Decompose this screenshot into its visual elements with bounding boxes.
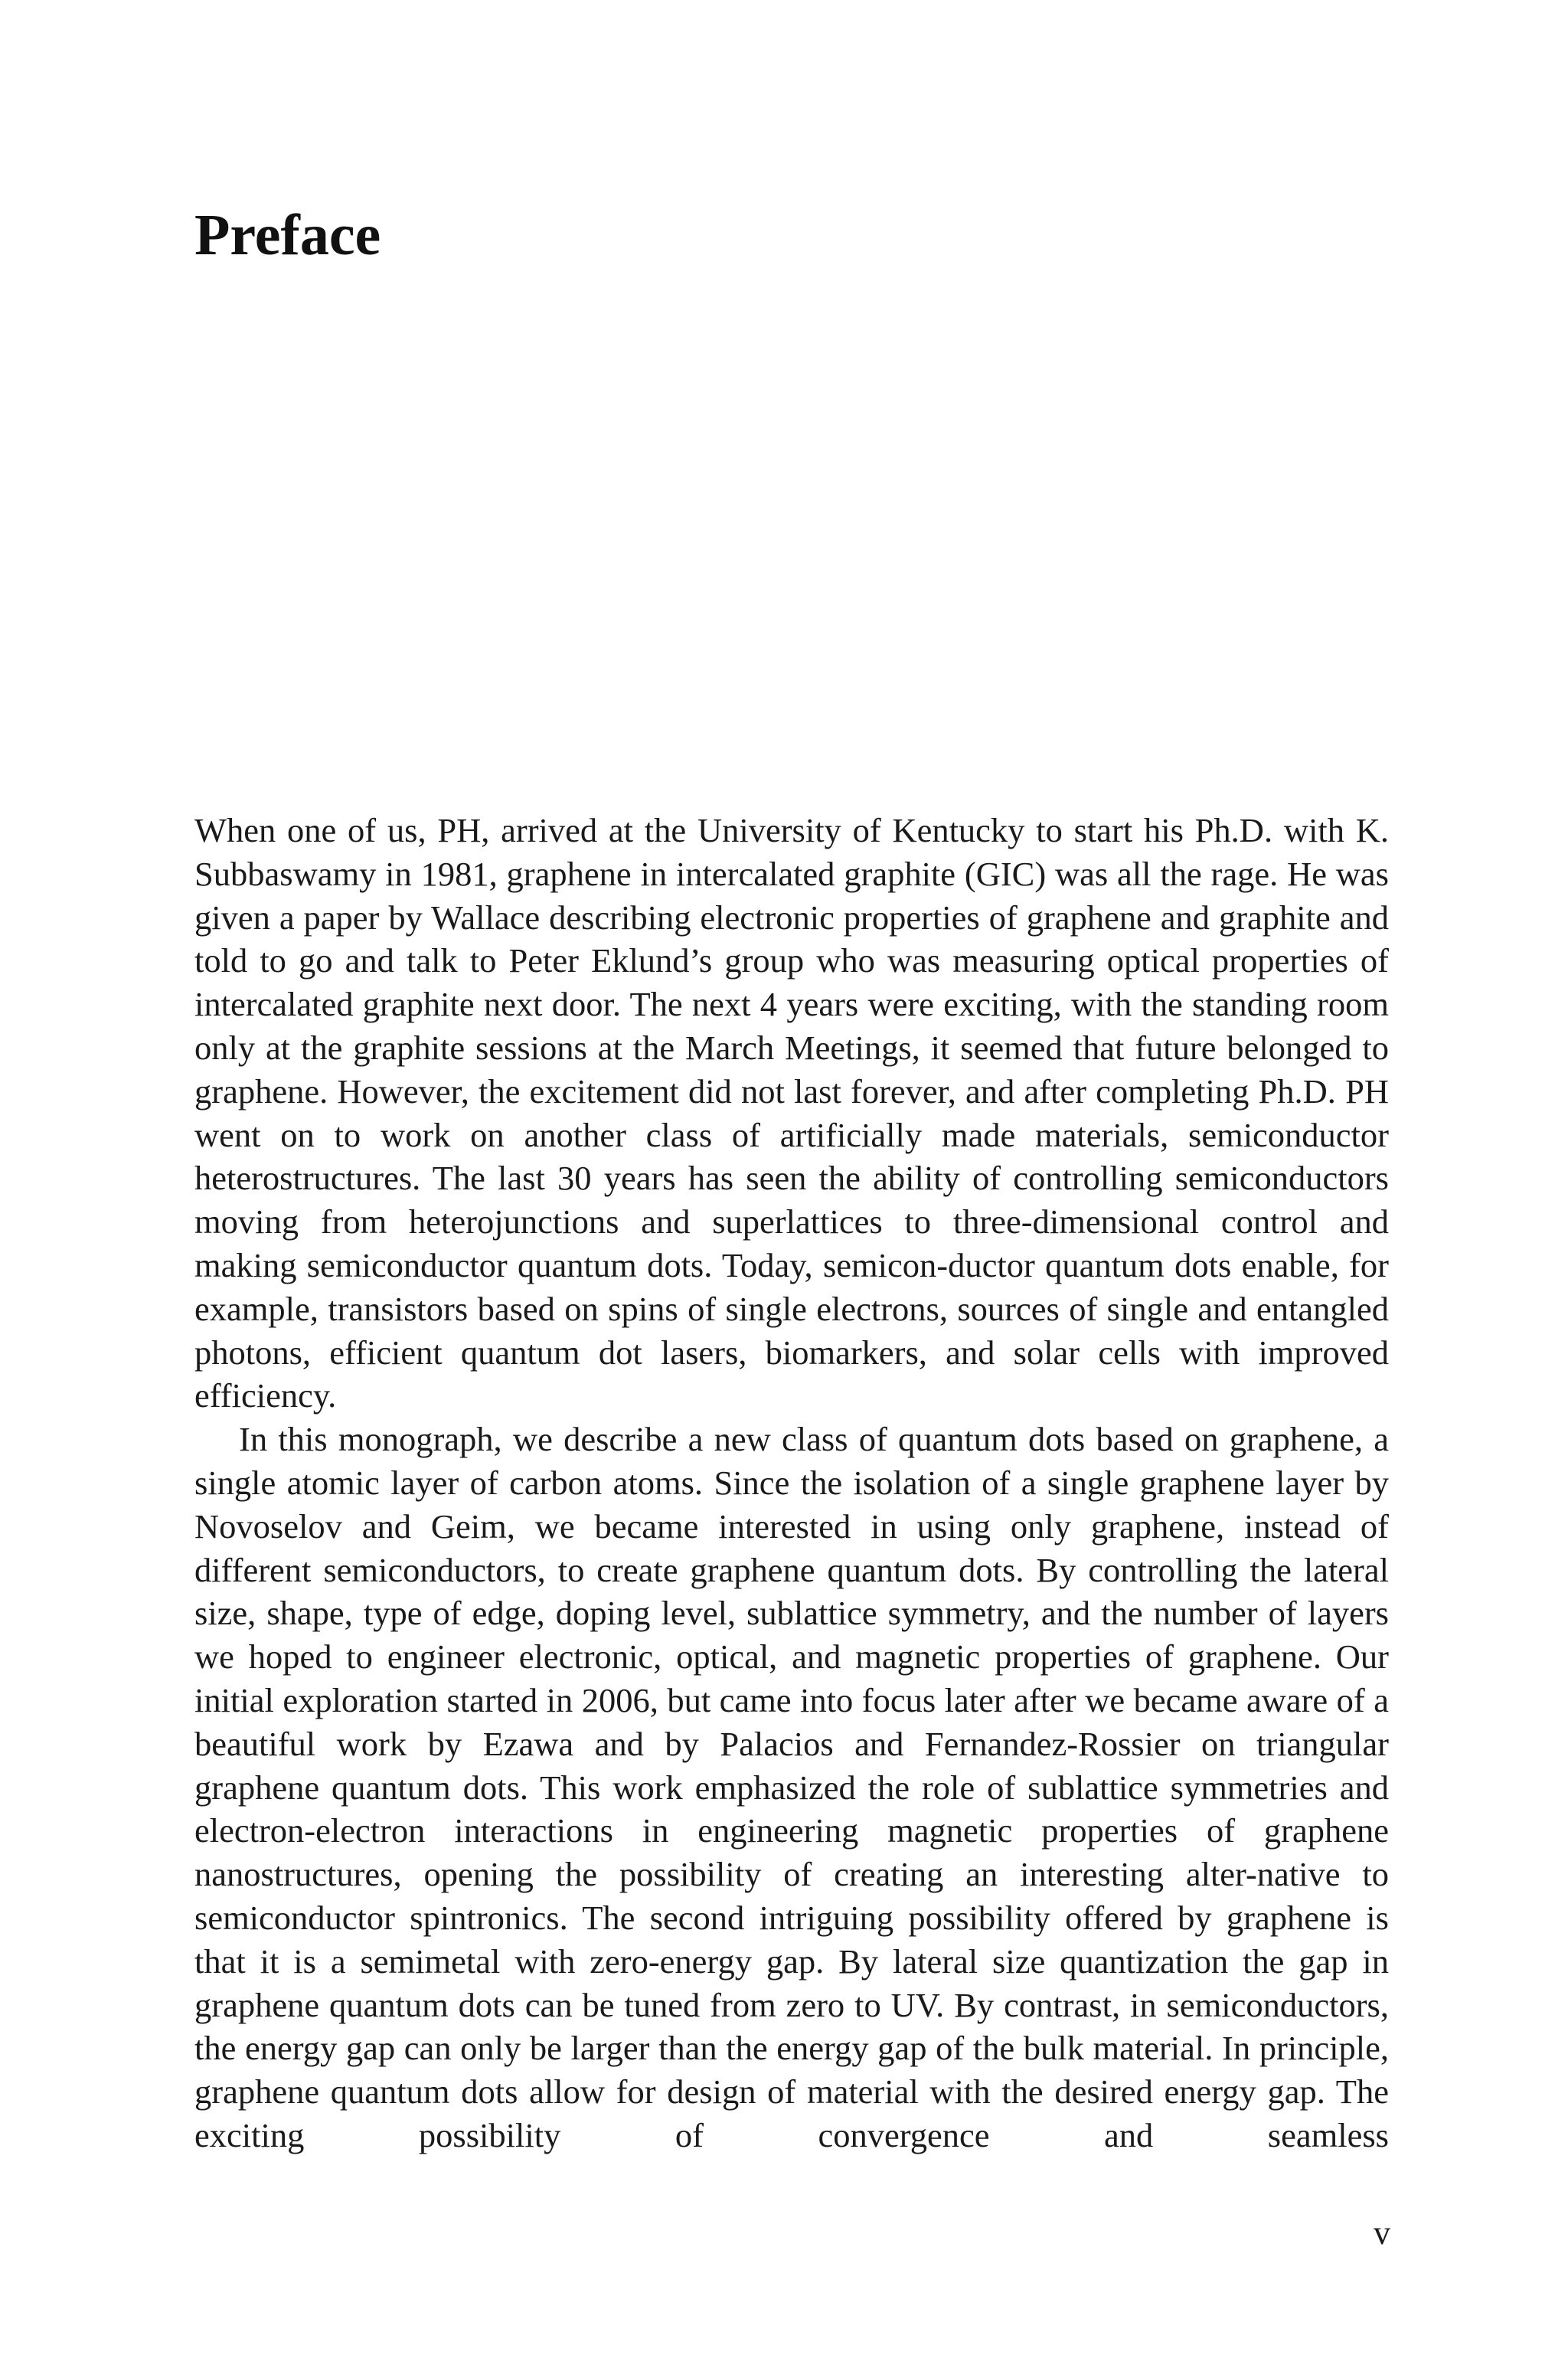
preface-body [194, 809, 1389, 2157]
page-number: v [1374, 2214, 1390, 2252]
paragraph-1: When one of us, PH, arrived at the University of Kentucky to start his Ph.D. with K. Subbaswamy in 1981, graphene in intercalated graphite (GIC) was all the rage. He was given a paper by Wallace describing electronic properties of graphene and graphite and told to go and talk to Peter Eklund’s group who was measuring optical properties of intercalated graphite next door. The next 4 years were exciting, with the standing room only at the graphite sessions at the March Meetings, it seemed that future belonged to graphene. However, the excitement did not last forever, and after completing Ph.D. PH went on to work on another class of artificially made materials, semiconductor heterostructures. The last 30 years has seen the ability of controlling semiconductors moving from heterojunctions and superlattices to three-dimensional control and making semiconductor quantum dots. Today, semicon-ductor quantum dots enable, for example, transistors based on spins of single electrons, sources of single and entangled photons, efficient quantum dot lasers, biomarkers, and solar cells with improved efficiency. [194, 811, 1389, 1415]
paragraph-2: In this monograph, we describe a new class of quantum dots based on graphene, a single atomic layer of carbon atoms. Since the isolation of a single graphene layer by Novoselov and Geim, we became interested in using only graphene, instead of different semiconductors, to create graphene quantum dots. By controlling the lateral size, shape, type of edge, doping level, sublattice symmetry, and the number of layers we hoped to engineer electronic, optical, and magnetic properties of graphene. Our initial exploration started in 2006, but came into focus later after we became aware of a beautiful work by Ezawa and by Palacios and Fernandez-Rossier on triangular graphene quantum dots. This work emphasized the role of sublattice symmetries and electron-electron interactions in engineering magnetic properties of graphene nanostructures, opening the possibility of creating an interesting alter-native to semiconductor spintronics. The second intriguing possibility offered by graphene is that it is a semimetal with zero-energy gap. By lateral size quantization the gap in graphene quantum dots can be tuned from zero to UV. By contrast, in semiconductors, the energy gap can only be larger than the energy gap of the bulk material. In principle, graphene quantum dots allow for design of material with the desired energy gap. The exciting possibility of convergence and seamless [194, 1420, 1389, 2154]
chapter-title: Preface [194, 203, 381, 267]
